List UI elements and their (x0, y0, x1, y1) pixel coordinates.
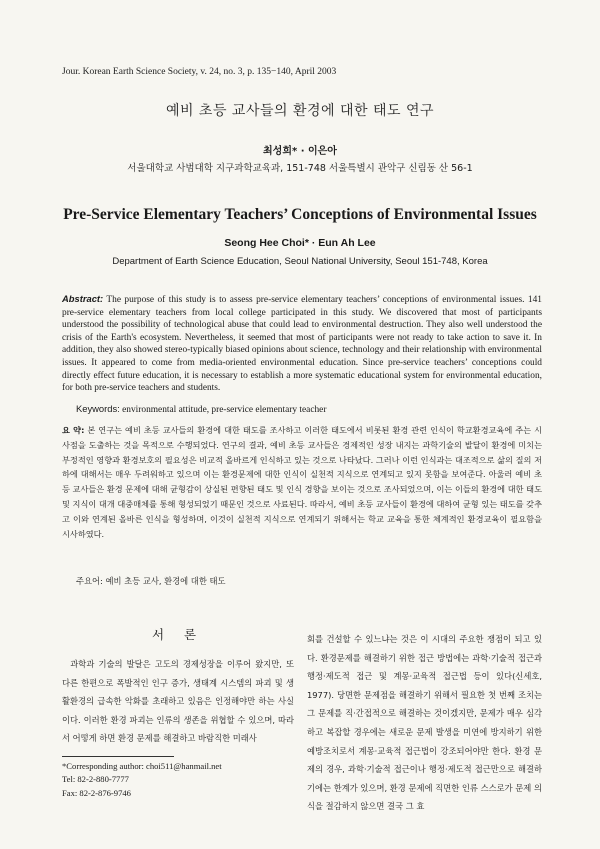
abstract-text: The purpose of this study is to assess pre-service elementary teachers’ conceptions of environmental issues. 141 pre-service elementary teachers from local college participated in this study. We discovered that most of participants understood the possibility of technological abuse that could lead to environmental destruction. They also well understood the crisis of the Earth's ecosystem. Nevertheless, it seemed that most of participants were not ready to take action to save it. In addition, they also showed stereo-typically biased opinions about science, technology and their relationship with environmental issues. It appeared to come from media-oriented environmental education. Since pre-service teachers’ conceptions could directly effect future education, it is necessary to establish a more systematic educational system for environmental education, for both pre-service teachers and students. (62, 295, 542, 394)
korean-summary-heading: 요 약: (62, 425, 85, 435)
korean-title: 예비 초등 교사들의 환경에 대한 태도 연구 (165, 103, 435, 119)
korean-affiliation: 서울대학교 사범대학 지구과학교육과, 151-748 서울특별시 관악구 신림동 산 56-1 (127, 163, 473, 174)
keywords-text: environmental attitude, pre-service elementary teacher (119, 405, 327, 415)
english-affiliation: Department of Earth Science Education, Seoul National University, Seoul 151-748, Korea (112, 256, 488, 267)
korean-keywords-text: 예비 초등 교사, 환경에 대한 태도 (102, 576, 226, 586)
telephone: Tel: 82-2-880-7777 (62, 774, 129, 785)
footnote-divider (62, 756, 174, 757)
abstract-block (62, 293, 542, 395)
corresponding-author: *Corresponding author: choi511@hanmail.net (62, 761, 222, 771)
korean-summary-block (62, 423, 542, 541)
keywords-heading: Keywords: (76, 403, 120, 414)
body-column-left (62, 655, 294, 748)
korean-keywords-heading: 주요어: (76, 576, 103, 586)
introduction-paragraph-right: 회를 건설할 수 있느냐는 것은 이 시대의 주요한 쟁점이 되고 있다. 환경문제를 해결하기 위한 접근 방법에는 과학·기술적 접근과 행정·제도적 접근 및 계몽·교육적 접근법 등이 있다(신세호, 1977). 당면한 문제점을 해결하기 위해서 필요한 첫 번째 조치는 그 문제를 직·간접적으로 해결하는 것이겠지만, 문제가 매우 심각하고 복잡할 경우에는 새로운 문제 발생을 미연에 방지하기 위한 예방조치로서 계몽·교육적 접근법이 강조되어야만 한다. 환경 문제의 경우, 과학·기술적 접근이나 행정·제도적 접근만으로 해결하기에는 한계가 있으며, 환경 문제에 직면한 인류 스스로가 문제 의식을 절감하지 않으면 결국 그 효 (307, 634, 542, 812)
section-heading-introduction: 서 론 (151, 627, 205, 642)
introduction-paragraph-left: 과학과 기술의 발달은 고도의 경제성장을 이루어 왔지만, 또 다른 한편으로 폭발적인 인구 증가, 생태계 시스템의 파괴 및 생활환경의 급속한 악화를 초래하고 있음은 인정해야만 하는 사실이다. 이러한 환경 파괴는 인류의 생존을 위협할 수 있으며, 따라서 어떻게 하면 환경 문제를 해결하고 바람직한 미래사 (62, 659, 294, 744)
footnote-block (62, 760, 222, 800)
korean-keywords-line (76, 575, 226, 587)
english-authors: Seong Hee Choi* · Eun Ah Lee (224, 237, 376, 249)
fax: Fax: 82-2-876-9746 (62, 787, 131, 798)
korean-summary-text: 본 연구는 예비 초등 교사들의 환경에 대한 태도를 조사하고 이러한 태도에서 비롯된 환경 관련 인식이 학교환경교육에 주는 시사점을 도출하는 것을 목적으로 수행되었다. 연구의 결과, 예비 초등 교사들은 경제적인 성장 내지는 과학기술의 발달이 환경에 미치는 부정적인 영향과 환경보호의 필요성은 비교적 올바르게 인식하고 있는 것으로 나타났다. 그러나 이런 인식과는 대조적으로 삶의 질의 저하에 대해서는 매우 두려워하고 있으며 이는 환경문제에 대한 인식이 실천적 지식으로 연계되고 있지 못함을 보여준다. 아울러 예비 초등 교사들은 환경 문제에 대해 균형감이 상실된 편향된 태도 및 인식 경향을 보이는 것으로 조사되었으며, 이는 이들의 환경에 대한 태도 및 지식이 대개 대중매체를 통해 형성되었기 때문인 것으로 사료된다. 따라서, 예비 초등 교사들이 환경에 대하여 균형 있는 태도를 갖추고 이와 연계된 올바른 인식을 형성하며, 이것이 실천적 지식으로 연계되기 위해서는 학교 교육을 통한 체계적인 환경교육이 필요함을 시사하였다. (62, 425, 542, 539)
keywords-line (76, 403, 326, 415)
english-title: Pre-Service Elementary Teachers’ Conceptions of Environmental Issues (63, 206, 537, 223)
body-column-right (307, 630, 542, 816)
journal-citation: Jour. Korean Earth Science Society, v. 24, no. 3, p. 135−140, April 2003 (62, 67, 337, 77)
korean-authors: 최성희* · 이은아 (263, 146, 337, 157)
abstract-heading: Abstract: (62, 293, 104, 304)
